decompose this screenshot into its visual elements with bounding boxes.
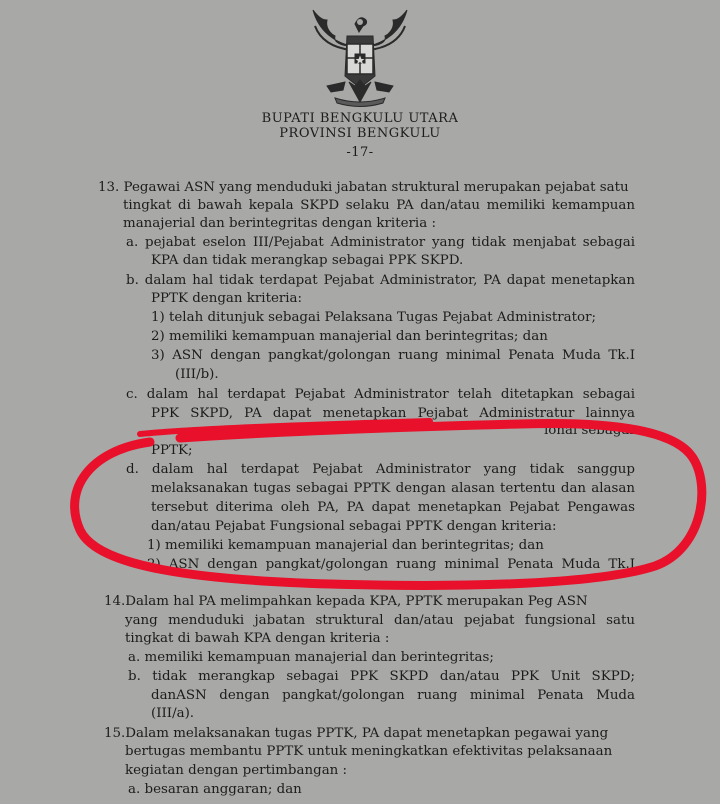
item-14b-line-1: b. tidak merangkap sebagai PPK SKPD dan/atau PPK Unit SKPD; xyxy=(128,669,635,684)
regent-title: BUPATI BENGKULU UTARA xyxy=(261,111,459,126)
item-13d-line-3: tersebut diterima oleh PA, PA dapat menetapkan Pejabat Pengawas xyxy=(151,500,635,515)
item-14-line-3: tingkat di bawah KPA dengan kriteria : xyxy=(125,631,390,646)
item-15a: a. besaran anggaran; dan xyxy=(128,782,302,797)
item-13c-line-3-partial: ional sebagai xyxy=(544,423,634,438)
item-13b-line-2: PPTK dengan kriteria: xyxy=(151,291,303,306)
item-15-line-3: kegiatan dengan pertimbangan : xyxy=(125,763,348,778)
item-13b-3-line-1: 3) ASN dengan pangkat/golongan ruang minimal Penata Muda Tk.I xyxy=(151,348,635,363)
item-14b-line-2: danASN dengan pangkat/golongan ruang minimal Penata Muda xyxy=(151,688,635,703)
province-title: PROVINSI BENGKULU xyxy=(279,126,441,141)
garuda-emblem-icon xyxy=(305,6,415,112)
item-14-line-2: yang menduduki jabatan struktural dan/atau pejabat fungsional satu xyxy=(125,613,635,628)
item-13a-line-1: a. pejabat eselon III/Pejabat Administrator yang tidak menjabat sebagai xyxy=(126,235,635,250)
item-13d-line-2: melaksanakan tugas sebagai PPTK dengan alasan tertentu dan alasan xyxy=(151,481,635,496)
item-13d-1: 1) memiliki kemampuan manajerial dan berintegritas; dan xyxy=(147,538,544,553)
item-13b-1: 1) telah ditunjuk sebagai Pelaksana Tugas Pejabat Administrator; xyxy=(151,310,596,325)
item-13c-line-2: PPK SKPD, PA dapat menetapkan Pejabat Administratur lainnya xyxy=(151,406,635,421)
item-13b-line-1: b. dalam hal tidak terdapat Pejabat Administrator, PA dapat menetapkan xyxy=(126,273,635,288)
item-13b-2: 2) memiliki kemampuan manajerial dan berintegritas; dan xyxy=(151,329,548,344)
item-13c-line-1: c. dalam hal terdapat Pejabat Administrator telah ditetapkan sebagai xyxy=(126,387,635,402)
item-13d-line-4: dan/atau Pejabat Fungsional sebagai PPTK dengan kriteria: xyxy=(151,519,557,534)
item-13-line-3: manajerial dan berintegritas dengan kriteria : xyxy=(123,216,436,231)
item-15-line-2: bertugas membantu PPTK untuk meningkatkan efektivitas pelaksanaan xyxy=(125,744,613,759)
item-14-line-1: 14.Dalam hal PA melimpahkan kepada KPA, PPTK merupakan Peg ASN xyxy=(104,594,588,609)
item-13c-line-4: PPTK; xyxy=(151,443,193,458)
item-13-line-2: tingkat di bawah kepala SKPD selaku PA dan/atau memiliki kemampuan xyxy=(123,198,635,213)
item-13d-2: 2) ASN dengan pangkat/golongan ruang minimal Penata Muda Tk.I xyxy=(147,557,635,572)
item-13b-3-line-2: (III/b). xyxy=(175,367,219,382)
item-13-line-1: 13. Pegawai ASN yang menduduki jabatan struktural merupakan pejabat satu xyxy=(98,180,629,195)
item-13d-line-1: d. dalam hal terdapat Pejabat Administrator yang tidak sanggup xyxy=(126,462,635,477)
item-13a-line-2: KPA dan tidak merangkap sebagai PPK SKPD. xyxy=(151,253,464,268)
page-number: -17- xyxy=(346,145,374,160)
item-14b-line-3: (III/a). xyxy=(151,706,195,721)
item-14a: a. memiliki kemampuan manajerial dan berintegritas; xyxy=(128,650,494,665)
item-15-line-1: 15.Dalam melaksanakan tugas PPTK, PA dapat menetapkan pegawai yang xyxy=(104,726,609,741)
